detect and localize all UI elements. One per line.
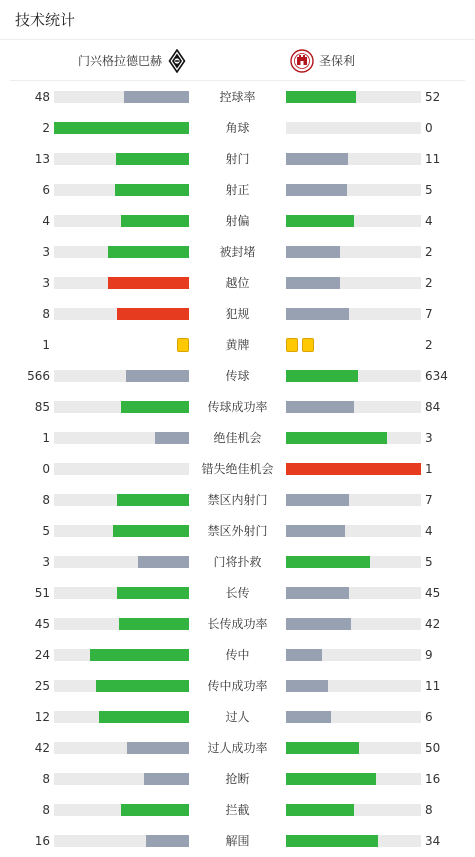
- away-bar-fill: [286, 649, 322, 661]
- away-bar-track: [286, 587, 421, 599]
- away-bar-track: [286, 277, 421, 289]
- home-value: 25: [34, 678, 50, 693]
- home-bar-fill: [99, 711, 189, 723]
- home-bar-track: [54, 494, 189, 506]
- stat-label: 传中成功率: [207, 679, 268, 693]
- home-bar-fill: [115, 184, 189, 196]
- home-bar-track: [54, 122, 189, 134]
- away-value: 34: [425, 833, 441, 848]
- stat-label: 传球: [225, 369, 250, 383]
- home-bar-track: [54, 277, 189, 289]
- home-bar-track: [54, 91, 189, 103]
- yellow-card-icon: [302, 338, 314, 352]
- away-bar-track: [286, 401, 421, 413]
- away-value: 11: [425, 678, 441, 693]
- home-value: 4: [42, 213, 50, 228]
- away-bar-track: [286, 556, 421, 568]
- home-bar-fill: [113, 525, 189, 537]
- away-bar-fill: [286, 773, 376, 785]
- away-value: 2: [425, 275, 433, 290]
- stat-label: 犯规: [225, 307, 250, 321]
- stat-row: [0, 422, 475, 453]
- home-bar-fill: [117, 587, 189, 599]
- home-value: 566: [27, 368, 50, 383]
- yellow-card-icon: [286, 338, 298, 352]
- away-value: 7: [425, 492, 433, 507]
- stat-row: [0, 360, 475, 391]
- home-value: 3: [42, 244, 50, 259]
- home-value: 51: [34, 585, 50, 600]
- stat-row: [0, 763, 475, 794]
- away-value: 6: [425, 709, 433, 724]
- home-value: 12: [34, 709, 50, 724]
- away-value: 4: [425, 523, 433, 538]
- away-bar-track: [286, 246, 421, 258]
- home-bar-fill: [126, 370, 189, 382]
- away-bar-track: [286, 215, 421, 227]
- away-bar-track: [286, 308, 421, 320]
- home-bar-track: [54, 835, 189, 847]
- away-bar-fill: [286, 277, 340, 289]
- stat-row: [0, 484, 475, 515]
- home-bar-fill: [146, 835, 189, 847]
- away-value: 1: [425, 461, 433, 476]
- away-value: 11: [425, 151, 441, 166]
- stat-label: 过人成功率: [207, 741, 268, 755]
- home-bar-fill: [155, 432, 189, 444]
- st-pauli-crest-icon: [290, 49, 314, 73]
- stat-label: 射正: [225, 183, 250, 197]
- away-value: 2: [425, 337, 433, 352]
- stat-row: [0, 639, 475, 670]
- stat-row: [0, 608, 475, 639]
- away-bar-fill: [286, 153, 348, 165]
- home-bar-track: [54, 742, 189, 754]
- home-bar-fill: [121, 804, 189, 816]
- away-value: 634: [425, 368, 448, 383]
- away-bar-track: [286, 122, 421, 134]
- home-bar-fill: [108, 246, 189, 258]
- home-bar-fill: [117, 308, 189, 320]
- home-value: 1: [42, 430, 50, 445]
- stat-row: [0, 577, 475, 608]
- stat-row: [0, 825, 475, 856]
- stat-label: 射偏: [225, 214, 250, 228]
- home-bar-track: [54, 556, 189, 568]
- home-bar-track: [54, 804, 189, 816]
- away-bar-track: [286, 370, 421, 382]
- away-bar-track: [286, 432, 421, 444]
- away-bar-track: [286, 91, 421, 103]
- home-value: 48: [34, 89, 50, 104]
- home-value: 13: [34, 151, 50, 166]
- away-bar-track: [286, 649, 421, 661]
- away-bar-fill: [286, 680, 328, 692]
- away-value: 42: [425, 616, 441, 631]
- borussia-monchengladbach-crest-icon: [168, 49, 186, 73]
- away-value: 5: [425, 554, 433, 569]
- stat-label: 禁区外射门: [207, 524, 268, 538]
- stat-label: 角球: [225, 121, 250, 135]
- away-bar-fill: [286, 618, 351, 630]
- away-value: 5: [425, 182, 433, 197]
- away-bar-fill: [286, 587, 349, 599]
- home-bar-track: [54, 711, 189, 723]
- home-value: 8: [42, 492, 50, 507]
- home-bar-fill: [121, 215, 189, 227]
- away-bar-fill: [286, 804, 354, 816]
- home-value: 2: [42, 120, 50, 135]
- teams-header: [10, 40, 465, 81]
- home-bar-fill: [117, 494, 189, 506]
- home-bar-fill: [119, 618, 189, 630]
- stat-row: [0, 174, 475, 205]
- away-bar-fill: [286, 184, 347, 196]
- away-team[interactable]: [290, 40, 355, 81]
- home-team-name: 门兴格拉德巴赫: [78, 54, 163, 68]
- away-bar-fill: [286, 308, 349, 320]
- stat-row: [0, 701, 475, 732]
- away-bar-fill: [286, 463, 421, 475]
- away-value: 52: [425, 89, 441, 104]
- home-value: 3: [42, 554, 50, 569]
- home-cards: [177, 338, 189, 352]
- stat-label: 被封堵: [219, 245, 256, 259]
- home-bar-fill: [127, 742, 189, 754]
- home-bar-track: [54, 370, 189, 382]
- away-bar-fill: [286, 835, 378, 847]
- home-value: 16: [34, 833, 50, 848]
- home-value: 1: [42, 337, 50, 352]
- yellow-card-icon: [177, 338, 189, 352]
- stat-row: [0, 732, 475, 763]
- away-value: 9: [425, 647, 433, 662]
- home-bar-fill: [90, 649, 189, 661]
- stat-label: 控球率: [219, 90, 256, 104]
- away-bar-track: [286, 494, 421, 506]
- home-bar-track: [54, 401, 189, 413]
- home-bar-track: [54, 680, 189, 692]
- away-bar-fill: [286, 215, 354, 227]
- home-value: 42: [34, 740, 50, 755]
- away-value: 3: [425, 430, 433, 445]
- home-bar-fill: [116, 153, 189, 165]
- home-value: 0: [42, 461, 50, 476]
- home-value: 8: [42, 802, 50, 817]
- away-value: 84: [425, 399, 441, 414]
- away-bar-track: [286, 184, 421, 196]
- stat-row: [0, 670, 475, 701]
- page-title: 技术统计: [15, 11, 76, 29]
- stat-row: [0, 391, 475, 422]
- away-bar-fill: [286, 494, 349, 506]
- stat-row: [0, 143, 475, 174]
- stat-label: 门将扑救: [213, 555, 262, 569]
- home-bar-track: [54, 463, 189, 475]
- stat-row: [0, 81, 475, 112]
- stat-label: 禁区内射门: [207, 493, 268, 507]
- away-bar-track: [286, 618, 421, 630]
- home-value: 5: [42, 523, 50, 538]
- home-value: 8: [42, 306, 50, 321]
- away-bar-track: [286, 711, 421, 723]
- home-bar-fill: [121, 401, 189, 413]
- away-bar-fill: [286, 91, 356, 103]
- away-bar-fill: [286, 742, 359, 754]
- away-value: 50: [425, 740, 441, 755]
- stat-row: [0, 546, 475, 577]
- home-bar-track: [54, 432, 189, 444]
- away-bar-fill: [286, 432, 387, 444]
- stat-label: 绝佳机会: [213, 431, 262, 445]
- home-value: 8: [42, 771, 50, 786]
- away-value: 8: [425, 802, 433, 817]
- away-bar-fill: [286, 525, 345, 537]
- away-value: 16: [425, 771, 441, 786]
- away-bar-fill: [286, 556, 370, 568]
- home-bar-track: [54, 587, 189, 599]
- away-value: 4: [425, 213, 433, 228]
- away-bar-track: [286, 835, 421, 847]
- stat-label: 越位: [225, 276, 250, 290]
- home-bar-track: [54, 246, 189, 258]
- home-bar-track: [54, 618, 189, 630]
- home-bar-track: [54, 773, 189, 785]
- home-value: 85: [34, 399, 50, 414]
- stat-label: 过人: [225, 710, 250, 724]
- stat-label: 错失绝佳机会: [201, 462, 274, 476]
- home-bar-track: [54, 184, 189, 196]
- home-value: 45: [34, 616, 50, 631]
- stat-row: [0, 329, 475, 360]
- home-value: 24: [34, 647, 50, 662]
- stat-row: [0, 298, 475, 329]
- stat-row: [0, 236, 475, 267]
- away-bar-track: [286, 153, 421, 165]
- stat-label: 长传成功率: [207, 617, 268, 631]
- away-value: 2: [425, 244, 433, 259]
- away-bar-track: [286, 680, 421, 692]
- away-bar-track: [286, 773, 421, 785]
- stat-label: 抢断: [225, 772, 250, 786]
- stat-label: 传球成功率: [207, 400, 268, 414]
- away-bar-fill: [286, 401, 354, 413]
- stat-row: [0, 205, 475, 236]
- away-bar-fill: [286, 370, 358, 382]
- stat-row: [0, 267, 475, 298]
- home-bar-fill: [144, 773, 189, 785]
- stat-row: [0, 515, 475, 546]
- away-bar-track: [286, 525, 421, 537]
- home-bar-fill: [108, 277, 189, 289]
- away-value: 7: [425, 306, 433, 321]
- stat-label: 射门: [225, 152, 250, 166]
- home-value: 6: [42, 182, 50, 197]
- stat-row: [0, 112, 475, 143]
- home-value: 3: [42, 275, 50, 290]
- away-bar-track: [286, 742, 421, 754]
- home-bar-track: [54, 153, 189, 165]
- home-bar-track: [54, 215, 189, 227]
- stat-row: [0, 453, 475, 484]
- away-bar-fill: [286, 711, 331, 723]
- away-value: 45: [425, 585, 441, 600]
- stat-label: 长传: [225, 586, 250, 600]
- away-team-name: 圣保利: [319, 54, 356, 68]
- away-bar-track: [286, 804, 421, 816]
- home-bar-track: [54, 649, 189, 661]
- stat-label: 传中: [225, 648, 250, 662]
- stat-label: 拦截: [225, 803, 250, 817]
- stat-label: 黄牌: [225, 338, 250, 352]
- away-value: 0: [425, 120, 433, 135]
- away-cards: [286, 338, 314, 352]
- title-bar: [0, 0, 475, 40]
- stat-row: [0, 794, 475, 825]
- home-bar-fill: [138, 556, 189, 568]
- home-bar-track: [54, 308, 189, 320]
- home-bar-fill: [96, 680, 189, 692]
- home-bar-fill: [54, 122, 189, 134]
- away-bar-track: [286, 463, 421, 475]
- home-team[interactable]: [78, 40, 186, 81]
- stat-label: 解围: [225, 834, 250, 848]
- away-bar-fill: [286, 246, 340, 258]
- home-bar-track: [54, 525, 189, 537]
- home-bar-fill: [124, 91, 189, 103]
